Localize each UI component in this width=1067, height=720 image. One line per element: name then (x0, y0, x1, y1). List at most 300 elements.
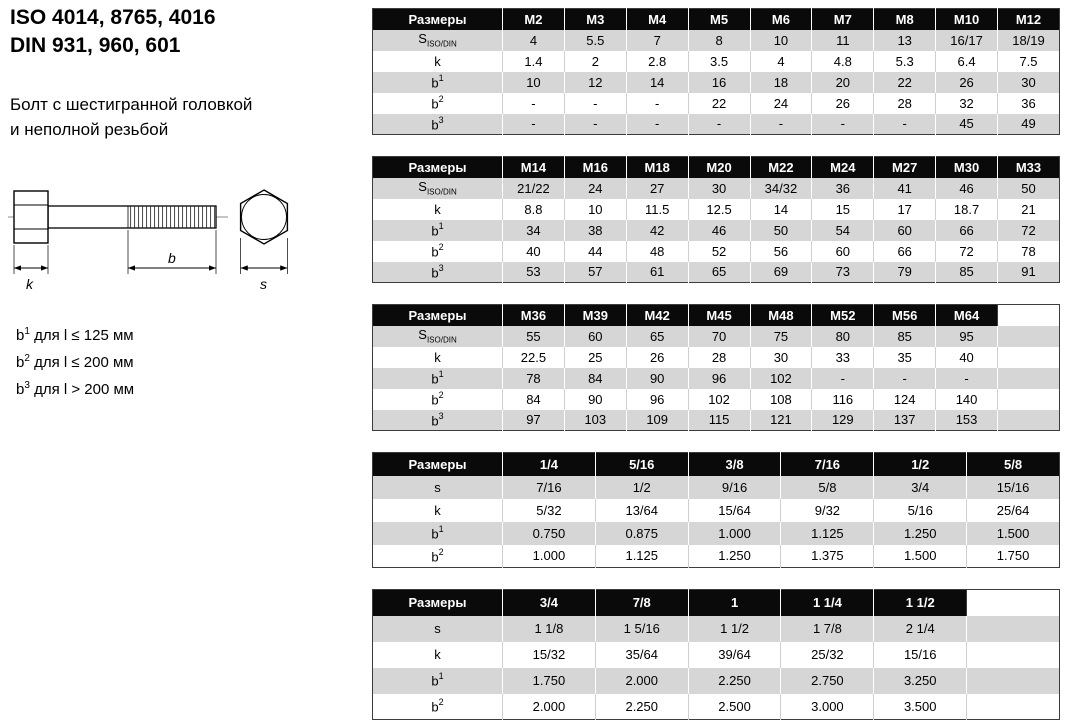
value-cell: 109 (626, 410, 688, 431)
value-cell: 102 (750, 368, 812, 389)
col-header: 1/4 (503, 453, 596, 476)
value-cell: 46 (936, 178, 998, 199)
row-label-base: b (431, 526, 439, 542)
value-cell: 2 1/4 (874, 616, 967, 642)
value-cell: 12.5 (688, 199, 750, 220)
value-cell: 4 (750, 51, 812, 72)
table-row (373, 241, 1060, 262)
row-label-sup: 1 (438, 368, 444, 379)
table-row (373, 30, 1060, 51)
row-label-base: S (418, 179, 427, 195)
value-cell: 25/32 (781, 642, 874, 668)
row-label (373, 199, 503, 220)
row-label (373, 347, 503, 368)
table-row (373, 114, 1060, 135)
value-cell: 69 (750, 262, 812, 283)
row-label-base: b (431, 244, 439, 260)
row-label-base: b (431, 673, 439, 689)
value-cell: 5/32 (503, 499, 596, 522)
value-cell: 2.250 (688, 668, 781, 694)
value-cell: 7.5 (998, 51, 1060, 72)
col-header: M45 (688, 305, 750, 326)
value-cell: 1.750 (503, 668, 596, 694)
footnotes (16, 320, 134, 401)
row-label (373, 241, 503, 262)
value-cell: 30 (998, 72, 1060, 93)
value-cell: 40 (503, 241, 565, 262)
dim-s-label: s (260, 276, 267, 292)
value-cell: 26 (812, 93, 874, 114)
footnote-sup: 1 (24, 326, 30, 337)
value-cell: 5.5 (564, 30, 626, 51)
col-header: M48 (750, 305, 812, 326)
dimension-table-metric-m2-m12 (372, 8, 1060, 135)
col-header: 7/16 (781, 453, 874, 476)
value-cell: 2.250 (595, 694, 688, 720)
value-cell: 14 (750, 199, 812, 220)
value-cell: 4 (503, 30, 565, 51)
dim-b-label: b (168, 250, 176, 266)
value-cell: 5/16 (874, 499, 967, 522)
table-row (373, 326, 1060, 347)
value-cell: 34/32 (750, 178, 812, 199)
value-cell: 9/32 (781, 499, 874, 522)
value-cell: 70 (688, 326, 750, 347)
value-cell: 2.750 (781, 668, 874, 694)
value-cell: 103 (564, 410, 626, 431)
value-cell: 12 (564, 72, 626, 93)
value-cell: 1.375 (781, 545, 874, 568)
table-header-row (373, 9, 1060, 30)
value-cell: 115 (688, 410, 750, 431)
value-cell: 84 (564, 368, 626, 389)
header-label: Размеры (373, 453, 503, 476)
title-line-1: ISO 4014, 8765, 4016 (10, 6, 216, 29)
value-cell: 1.250 (874, 522, 967, 545)
row-label-base: S (418, 31, 427, 47)
value-cell: 57 (564, 262, 626, 283)
footnote-b3 (16, 374, 134, 401)
table-header-row (373, 590, 1060, 616)
value-cell: 26 (626, 347, 688, 368)
row-label-base: k (434, 349, 441, 365)
value-cell: 52 (688, 241, 750, 262)
value-cell: 60 (564, 326, 626, 347)
value-cell: 3.250 (874, 668, 967, 694)
col-header: 1 1/2 (874, 590, 967, 616)
value-cell: 61 (626, 262, 688, 283)
value-cell: 24 (750, 93, 812, 114)
value-cell: 80 (812, 326, 874, 347)
table-row (373, 199, 1060, 220)
value-cell: 1 1/8 (503, 616, 596, 642)
row-label-sup: 1 (438, 523, 444, 534)
col-header: M4 (626, 9, 688, 30)
table-row (373, 694, 1060, 720)
col-header: 1 1/4 (781, 590, 874, 616)
value-cell: 2.8 (626, 51, 688, 72)
value-cell: 9/16 (688, 476, 781, 499)
value-cell: 1.125 (781, 522, 874, 545)
value-cell: 5/8 (781, 476, 874, 499)
value-cell: 2.000 (503, 694, 596, 720)
value-cell: 35/64 (595, 642, 688, 668)
value-cell: 2.000 (595, 668, 688, 694)
value-cell: 0.875 (595, 522, 688, 545)
row-label-sup: 2 (438, 697, 444, 708)
value-cell: 1 5/16 (595, 616, 688, 642)
value-cell: 26 (936, 72, 998, 93)
value-cell: 15/16 (967, 476, 1060, 499)
value-cell: 16/17 (936, 30, 998, 51)
value-cell: 22 (874, 72, 936, 93)
dimension-table-inch-quarter-to-5-8 (372, 452, 1060, 568)
row-label (373, 476, 503, 499)
footnote-text: для l ≤ 125 мм (29, 327, 134, 344)
row-label-base: b (431, 75, 439, 91)
value-cell: 21 (998, 199, 1060, 220)
row-label-base: s (434, 479, 441, 495)
value-cell: - (874, 114, 936, 135)
value-cell: 124 (874, 389, 936, 410)
value-cell: 2.500 (688, 694, 781, 720)
value-cell: 18/19 (998, 30, 1060, 51)
value-cell: 66 (874, 241, 936, 262)
table-row (373, 220, 1060, 241)
value-cell: 85 (936, 262, 998, 283)
value-cell: 1.000 (688, 522, 781, 545)
dim-k-label: k (26, 276, 33, 292)
col-header: 5/8 (967, 453, 1060, 476)
row-label (373, 410, 503, 431)
value-cell: - (750, 114, 812, 135)
row-label-sup: 3 (438, 114, 444, 125)
col-header: M14 (503, 157, 565, 178)
value-cell: 10 (503, 72, 565, 93)
value-cell: 49 (998, 114, 1060, 135)
table-row (373, 616, 1060, 642)
row-label-base: b (431, 223, 439, 239)
value-cell: 96 (688, 368, 750, 389)
empty-cell (998, 389, 1060, 410)
row-label (373, 220, 503, 241)
value-cell: 79 (874, 262, 936, 283)
row-label-base: k (434, 201, 441, 217)
table-row (373, 51, 1060, 72)
value-cell: 85 (874, 326, 936, 347)
value-cell: 28 (688, 347, 750, 368)
value-cell: 22.5 (503, 347, 565, 368)
row-label (373, 178, 503, 199)
row-label (373, 326, 503, 347)
col-header: M64 (936, 305, 998, 326)
bolt-drawing (6, 186, 346, 298)
col-header: M10 (936, 9, 998, 30)
value-cell: 3.500 (874, 694, 967, 720)
table-row (373, 410, 1060, 431)
col-header: M42 (626, 305, 688, 326)
subtitle-line-1: Болт с шестигранной головкой (10, 95, 253, 114)
value-cell: - (688, 114, 750, 135)
value-cell: - (626, 93, 688, 114)
table-row (373, 389, 1060, 410)
col-header: 5/16 (595, 453, 688, 476)
dimension-table-metric-m36-m64 (372, 304, 1060, 431)
value-cell: 15 (812, 199, 874, 220)
value-cell: 78 (503, 368, 565, 389)
value-cell: 137 (874, 410, 936, 431)
row-label (373, 114, 503, 135)
page-title (10, 4, 216, 60)
page-subtitle (10, 92, 252, 142)
value-cell: 39/64 (688, 642, 781, 668)
value-cell: 60 (812, 241, 874, 262)
footnote-base: b (16, 327, 25, 344)
footnote-b1 (16, 320, 134, 347)
col-header: M20 (688, 157, 750, 178)
value-cell: 16 (688, 72, 750, 93)
value-cell: 14 (626, 72, 688, 93)
value-cell: 55 (503, 326, 565, 347)
row-label-base: k (434, 53, 441, 69)
col-header: M22 (750, 157, 812, 178)
table-header-row (373, 453, 1060, 476)
col-header: M30 (936, 157, 998, 178)
value-cell: 45 (936, 114, 998, 135)
col-header: M5 (688, 9, 750, 30)
row-label-sup: 2 (438, 241, 444, 252)
table-row (373, 347, 1060, 368)
value-cell: 6.4 (936, 51, 998, 72)
value-cell: 5.3 (874, 51, 936, 72)
value-cell: 1.4 (503, 51, 565, 72)
col-header: 1 (688, 590, 781, 616)
value-cell: 3.5 (688, 51, 750, 72)
value-cell: 7 (626, 30, 688, 51)
row-label-base: s (434, 621, 441, 636)
value-cell: 8.8 (503, 199, 565, 220)
row-label-base: b (431, 412, 439, 428)
value-cell: 116 (812, 389, 874, 410)
value-cell: 65 (688, 262, 750, 283)
empty-cell (967, 668, 1060, 694)
value-cell: 48 (626, 241, 688, 262)
row-label (373, 616, 503, 642)
value-cell: - (626, 114, 688, 135)
value-cell: 36 (998, 93, 1060, 114)
col-header: M27 (874, 157, 936, 178)
value-cell: 10 (564, 199, 626, 220)
value-cell: 42 (626, 220, 688, 241)
row-label-sup: 2 (438, 93, 444, 104)
value-cell: 17 (874, 199, 936, 220)
value-cell: 1.125 (595, 545, 688, 568)
col-header: M3 (564, 9, 626, 30)
value-cell: 56 (750, 241, 812, 262)
row-label (373, 389, 503, 410)
empty-cell (967, 616, 1060, 642)
value-cell: 13/64 (595, 499, 688, 522)
table-row (373, 93, 1060, 114)
row-label (373, 642, 503, 668)
col-header: M52 (812, 305, 874, 326)
value-cell: 60 (874, 220, 936, 241)
value-cell: 102 (688, 389, 750, 410)
value-cell: 33 (812, 347, 874, 368)
value-cell: 53 (503, 262, 565, 283)
row-label-base: b (431, 371, 439, 387)
header-label: Размеры (373, 590, 503, 616)
footnote-sup: 3 (24, 380, 30, 391)
row-label (373, 30, 503, 51)
value-cell: - (812, 368, 874, 389)
row-label (373, 72, 503, 93)
col-header: M8 (874, 9, 936, 30)
value-cell: 36 (812, 178, 874, 199)
value-cell: 3.000 (781, 694, 874, 720)
footnote-text: для l ≤ 200 мм (29, 354, 134, 371)
table-header-row (373, 305, 1060, 326)
dimension-table-metric-m14-m33 (372, 156, 1060, 283)
row-label-sub: ISO/DIN (426, 39, 457, 49)
value-cell: 30 (688, 178, 750, 199)
table-row (373, 368, 1060, 389)
row-label-sup: 1 (438, 671, 444, 682)
value-cell: 72 (936, 241, 998, 262)
empty-header-cell (967, 590, 1060, 616)
value-cell: 108 (750, 389, 812, 410)
value-cell: - (503, 114, 565, 135)
value-cell: 1.500 (874, 545, 967, 568)
value-cell: 8 (688, 30, 750, 51)
value-cell: 1/2 (595, 476, 688, 499)
col-header: M12 (998, 9, 1060, 30)
value-cell: 90 (564, 389, 626, 410)
col-header: M33 (998, 157, 1060, 178)
table-row (373, 522, 1060, 545)
col-header: M36 (503, 305, 565, 326)
empty-cell (998, 410, 1060, 431)
row-label (373, 262, 503, 283)
header-label: Размеры (373, 9, 503, 30)
col-header: M18 (626, 157, 688, 178)
value-cell: 13 (874, 30, 936, 51)
table-row (373, 545, 1060, 568)
value-cell: 1.250 (688, 545, 781, 568)
value-cell: 10 (750, 30, 812, 51)
row-label-sup: 1 (438, 72, 444, 83)
value-cell: 96 (626, 389, 688, 410)
value-cell: 11.5 (626, 199, 688, 220)
col-header: M6 (750, 9, 812, 30)
footnote-base: b (16, 354, 25, 371)
table-row (373, 499, 1060, 522)
value-cell: 121 (750, 410, 812, 431)
row-label-base: b (431, 548, 439, 564)
value-cell: 35 (874, 347, 936, 368)
value-cell: 3/4 (874, 476, 967, 499)
footnote-b2 (16, 347, 134, 374)
empty-cell (967, 642, 1060, 668)
row-label-base: b (431, 392, 439, 408)
row-label (373, 522, 503, 545)
value-cell: 21/22 (503, 178, 565, 199)
row-label (373, 368, 503, 389)
value-cell: 15/32 (503, 642, 596, 668)
value-cell: 18 (750, 72, 812, 93)
row-label-base: b (431, 699, 439, 715)
row-label-base: k (434, 647, 441, 662)
row-label (373, 499, 503, 522)
value-cell: 32 (936, 93, 998, 114)
row-label-sup: 2 (438, 546, 444, 557)
value-cell: - (812, 114, 874, 135)
col-header: M56 (874, 305, 936, 326)
value-cell: 129 (812, 410, 874, 431)
table-row (373, 72, 1060, 93)
row-label-sub: ISO/DIN (426, 187, 457, 197)
value-cell: 20 (812, 72, 874, 93)
row-label-base: b (431, 264, 439, 280)
table-header-row (373, 157, 1060, 178)
value-cell: - (874, 368, 936, 389)
value-cell: 22 (688, 93, 750, 114)
row-label-sup: 3 (438, 410, 444, 421)
value-cell: 38 (564, 220, 626, 241)
table-row (373, 668, 1060, 694)
row-label-base: b (431, 96, 439, 112)
value-cell: 72 (998, 220, 1060, 241)
value-cell: 44 (564, 241, 626, 262)
value-cell: 2 (564, 51, 626, 72)
value-cell: 11 (812, 30, 874, 51)
tables-column (372, 8, 1062, 720)
value-cell: 25 (564, 347, 626, 368)
value-cell: 73 (812, 262, 874, 283)
value-cell: 1.500 (967, 522, 1060, 545)
col-header: 3/8 (688, 453, 781, 476)
empty-header-cell (998, 305, 1060, 326)
table-row (373, 476, 1060, 499)
col-header: M24 (812, 157, 874, 178)
col-header: 3/4 (503, 590, 596, 616)
col-header: M39 (564, 305, 626, 326)
col-header: M7 (812, 9, 874, 30)
table-row (373, 642, 1060, 668)
value-cell: - (564, 114, 626, 135)
col-header: 7/8 (595, 590, 688, 616)
footnote-text: для l > 200 мм (29, 381, 135, 398)
value-cell: 46 (688, 220, 750, 241)
dimension-table-inch-3-4-to-1-5 (372, 589, 1060, 720)
hex-end-view (241, 190, 288, 244)
value-cell: 91 (998, 262, 1060, 283)
value-cell: 50 (750, 220, 812, 241)
value-cell: 50 (998, 178, 1060, 199)
table-row (373, 262, 1060, 283)
value-cell: 7/16 (503, 476, 596, 499)
value-cell: 90 (626, 368, 688, 389)
row-label-base: S (418, 327, 427, 343)
value-cell: 28 (874, 93, 936, 114)
row-label-sup: 2 (438, 389, 444, 400)
empty-cell (998, 368, 1060, 389)
value-cell: 66 (936, 220, 998, 241)
value-cell: 1 1/2 (688, 616, 781, 642)
value-cell: - (503, 93, 565, 114)
row-label-sup: 1 (438, 220, 444, 231)
value-cell: 27 (626, 178, 688, 199)
